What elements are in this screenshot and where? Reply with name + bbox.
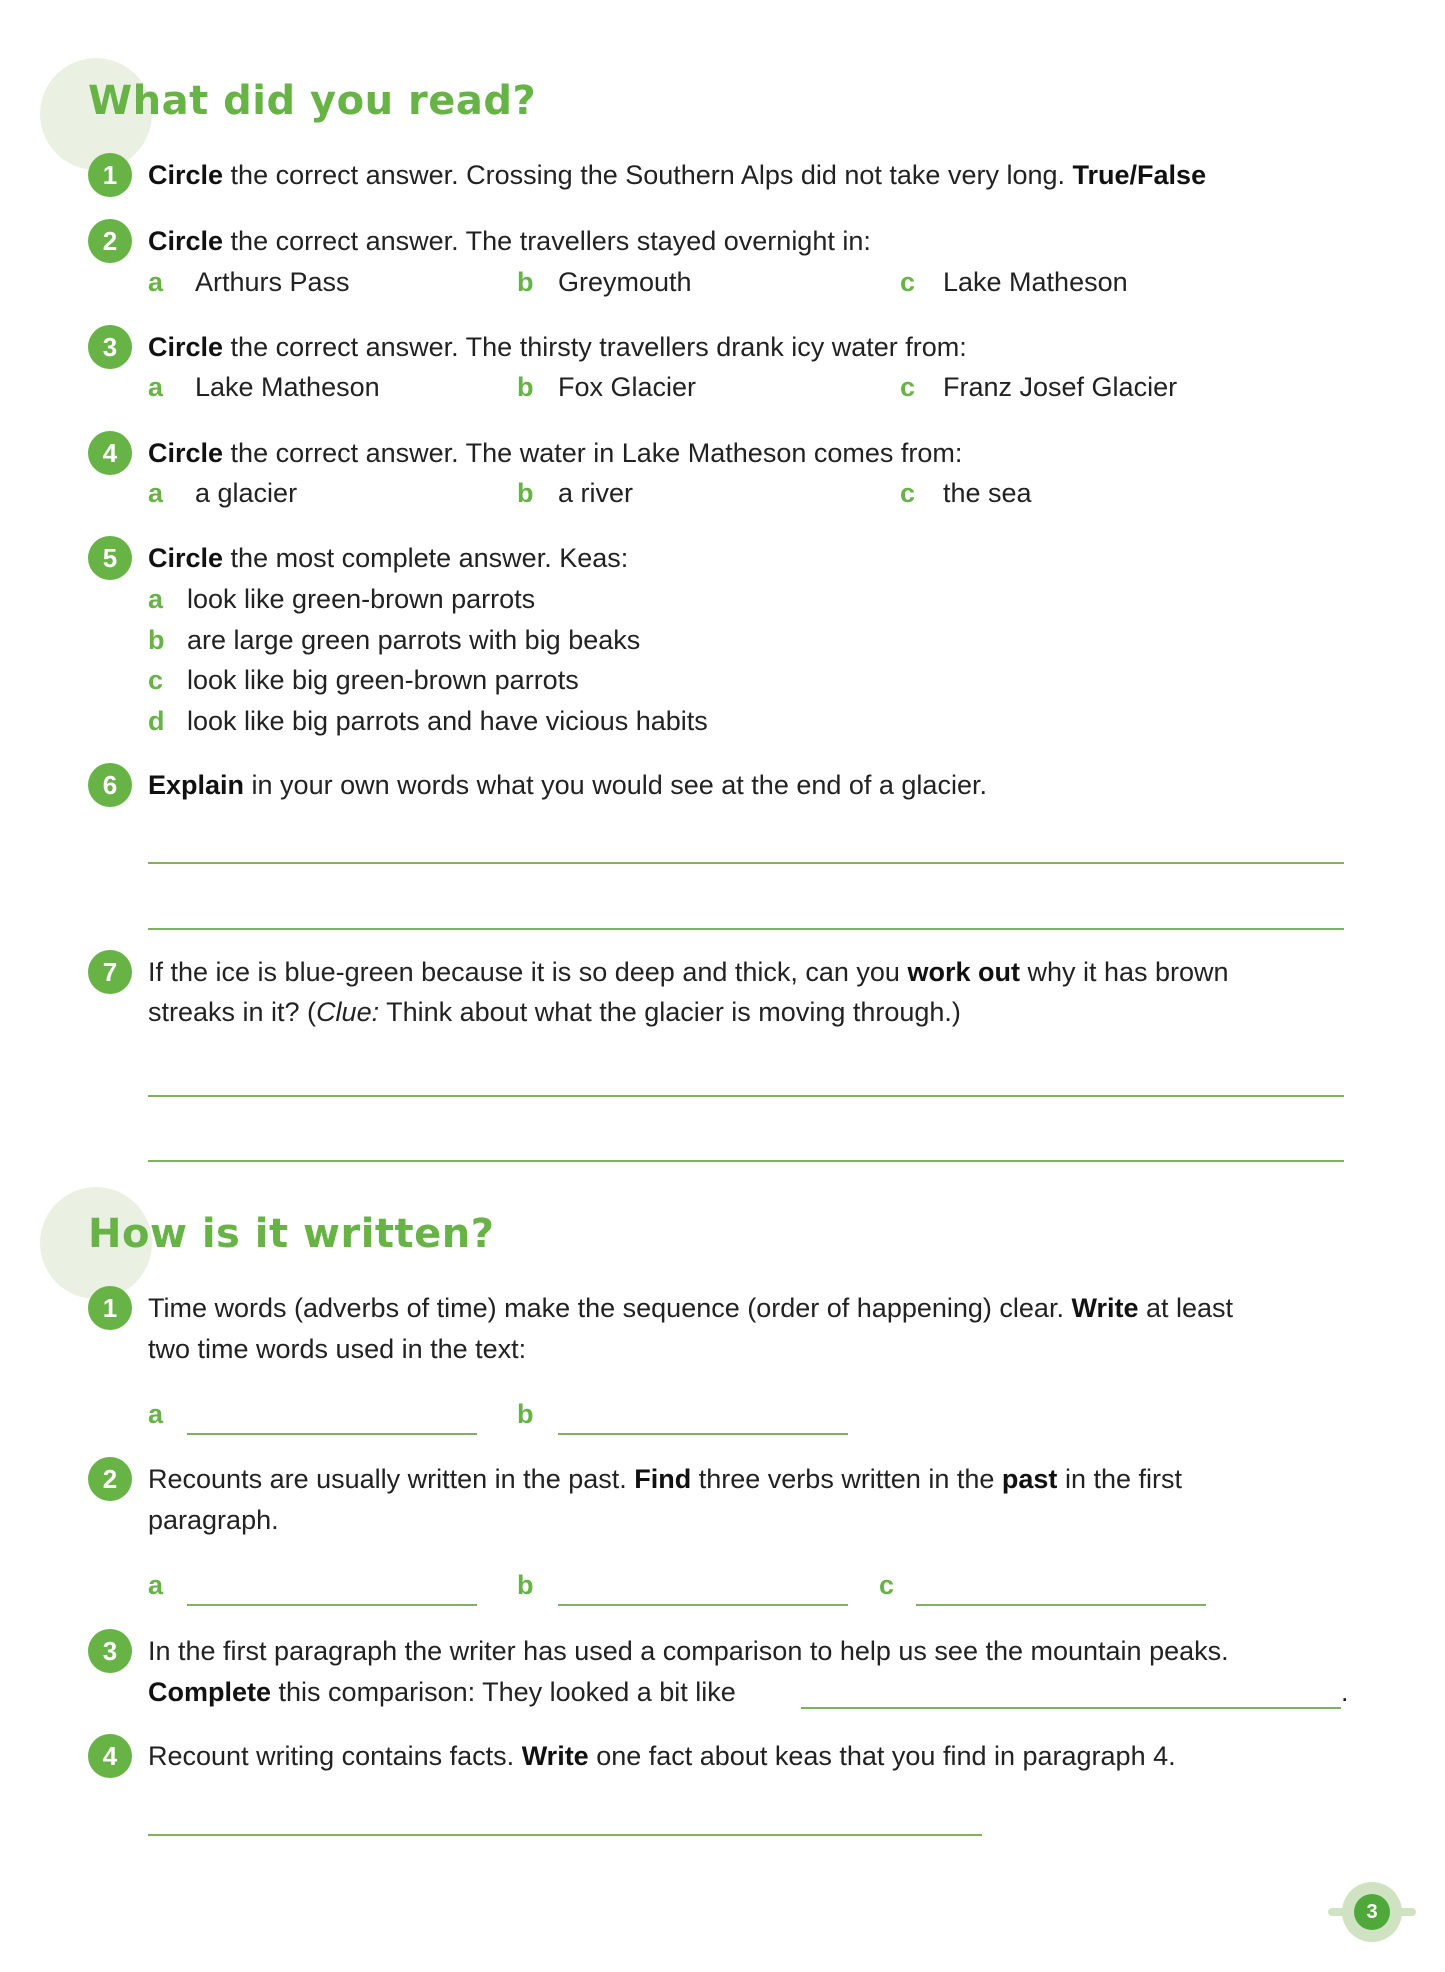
question-4-text bbox=[148, 433, 962, 473]
question-body: the most complete answer. Keas: bbox=[223, 543, 629, 573]
option-a-glacier[interactable]: a glacier bbox=[195, 478, 298, 508]
question-number-badge: 7 bbox=[88, 950, 132, 994]
question-number-badge: 5 bbox=[88, 536, 132, 580]
answer-line[interactable] bbox=[148, 1095, 1344, 1097]
option-letter: a bbox=[148, 584, 164, 614]
question-2-text bbox=[148, 221, 871, 261]
question-number-badge: 4 bbox=[88, 431, 132, 475]
question-5-text bbox=[148, 538, 628, 578]
hw-question-2-line-2: paragraph. bbox=[148, 1505, 279, 1535]
blank-label: b bbox=[517, 1399, 534, 1429]
option-fox-glacier[interactable]: Fox Glacier bbox=[558, 372, 697, 402]
option-keas-c[interactable]: look like big green-brown parrots bbox=[187, 665, 579, 695]
hw-question-3-line-1: In the first paragraph the writer has used a comparison to help us see the mountain peaks. bbox=[148, 1636, 1229, 1666]
question-3-text bbox=[148, 327, 967, 367]
question-number-badge: 2 bbox=[88, 1457, 132, 1501]
question-7-line-2 bbox=[148, 992, 961, 1032]
option-letter: c bbox=[900, 372, 916, 402]
question-number-badge: 1 bbox=[88, 1286, 132, 1330]
hw-question-3-line-2 bbox=[148, 1672, 736, 1712]
option-keas-b[interactable]: are large green parrots with big beaks bbox=[187, 625, 641, 655]
question-7-line-1 bbox=[148, 952, 1229, 992]
true-false-choice[interactable]: True/False bbox=[1072, 160, 1207, 190]
option-letter: b bbox=[517, 267, 534, 297]
section-title-what-did-you-read: What did you read? bbox=[88, 78, 537, 124]
option-letter: c bbox=[900, 478, 916, 508]
answer-blank-c[interactable] bbox=[916, 1604, 1206, 1606]
question-body: the correct answer. The travellers stayed overnight in: bbox=[223, 226, 871, 256]
option-lake-matheson[interactable]: Lake Matheson bbox=[943, 267, 1128, 297]
question-body: Think about what the glacier is moving through.) bbox=[379, 997, 961, 1027]
instruction-verb: Find bbox=[634, 1464, 692, 1494]
question-number-badge: 2 bbox=[88, 219, 132, 263]
question-body: why it has brown bbox=[1019, 957, 1229, 987]
option-keas-a[interactable]: look like green-brown parrots bbox=[187, 584, 536, 614]
option-letter: c bbox=[148, 665, 164, 695]
option-franz-josef-glacier[interactable]: Franz Josef Glacier bbox=[943, 372, 1178, 402]
option-letter: a bbox=[148, 478, 164, 508]
blank-label: a bbox=[148, 1570, 164, 1600]
page-number: 3 bbox=[1354, 1894, 1390, 1930]
question-body: Recounts are usually written in the past. bbox=[148, 1464, 635, 1494]
option-letter: b bbox=[148, 625, 165, 655]
question-6-text bbox=[148, 765, 987, 805]
instruction-verb: Write bbox=[1071, 1293, 1139, 1323]
instruction-verb: work out bbox=[907, 957, 1020, 987]
question-body: streaks in it? ( bbox=[148, 997, 317, 1027]
blank-label: b bbox=[517, 1570, 534, 1600]
hw-question-1-line-2: two time words used in the text: bbox=[148, 1334, 527, 1364]
instruction-verb: Circle bbox=[148, 438, 224, 468]
question-body: this comparison: They looked a bit like bbox=[271, 1677, 736, 1707]
instruction-verb: Circle bbox=[148, 226, 224, 256]
question-body: the correct answer. The thirsty travellers drank icy water from: bbox=[223, 332, 967, 362]
answer-blank-b[interactable] bbox=[558, 1433, 848, 1435]
emphasis-word: past bbox=[1001, 1464, 1058, 1494]
answer-blank-b[interactable] bbox=[558, 1604, 848, 1606]
question-body: the correct answer. Crossing the Southern Alps did not take very long. bbox=[223, 160, 1073, 190]
answer-line[interactable] bbox=[148, 862, 1344, 864]
answer-blank-a[interactable] bbox=[187, 1604, 477, 1606]
question-body: three verbs written in the bbox=[691, 1464, 1002, 1494]
clue-label: Clue: bbox=[316, 997, 380, 1027]
blank-label: c bbox=[879, 1570, 895, 1600]
instruction-verb: Circle bbox=[148, 332, 224, 362]
instruction-verb: Circle bbox=[148, 543, 224, 573]
option-keas-d[interactable]: look like big parrots and have vicious habits bbox=[187, 706, 708, 736]
hw-question-2-line-1 bbox=[148, 1459, 1182, 1499]
blank-label: a bbox=[148, 1399, 164, 1429]
question-1-text bbox=[148, 155, 1206, 195]
question-body: If the ice is blue-green because it is so deep and thick, can you bbox=[148, 957, 908, 987]
option-lake-matheson[interactable]: Lake Matheson bbox=[195, 372, 380, 402]
question-body: Recount writing contains facts. bbox=[148, 1741, 522, 1771]
hw-question-4-text bbox=[148, 1736, 1176, 1776]
question-body: one fact about keas that you find in paragraph 4. bbox=[588, 1741, 1176, 1771]
sentence-period: . bbox=[1341, 1677, 1349, 1707]
question-body: Time words (adverbs of time) make the sequence (order of happening) clear. bbox=[148, 1293, 1072, 1323]
answer-blank-a[interactable] bbox=[187, 1433, 477, 1435]
option-arthurs-pass[interactable]: Arthurs Pass bbox=[195, 267, 350, 297]
question-body: the correct answer. The water in Lake Matheson comes from: bbox=[223, 438, 963, 468]
option-the-sea[interactable]: the sea bbox=[943, 478, 1032, 508]
question-number-badge: 3 bbox=[88, 325, 132, 369]
question-number-badge: 3 bbox=[88, 1629, 132, 1673]
question-number-badge: 4 bbox=[88, 1734, 132, 1778]
instruction-verb: Circle bbox=[148, 160, 224, 190]
question-body: in the first bbox=[1057, 1464, 1182, 1494]
question-body: at least bbox=[1138, 1293, 1234, 1323]
option-a-river[interactable]: a river bbox=[558, 478, 634, 508]
instruction-verb: Explain bbox=[148, 770, 245, 800]
comparison-answer-line[interactable] bbox=[801, 1707, 1341, 1709]
answer-line[interactable] bbox=[148, 928, 1344, 930]
option-letter: b bbox=[517, 372, 534, 402]
option-letter: d bbox=[148, 706, 165, 736]
instruction-verb: Write bbox=[521, 1741, 589, 1771]
option-greymouth[interactable]: Greymouth bbox=[558, 267, 692, 297]
question-number-badge: 1 bbox=[88, 153, 132, 197]
option-letter: b bbox=[517, 478, 534, 508]
hw-question-1-line-1 bbox=[148, 1288, 1233, 1328]
option-letter: a bbox=[148, 267, 164, 297]
option-letter: a bbox=[148, 372, 164, 402]
instruction-verb: Complete bbox=[148, 1677, 272, 1707]
question-number-badge: 6 bbox=[88, 763, 132, 807]
answer-line[interactable] bbox=[148, 1160, 1344, 1162]
answer-line[interactable] bbox=[148, 1834, 982, 1836]
option-letter: c bbox=[900, 267, 916, 297]
question-body: in your own words what you would see at the end of a glacier. bbox=[244, 770, 987, 800]
section-title-how-is-it-written: How is it written? bbox=[88, 1211, 495, 1257]
